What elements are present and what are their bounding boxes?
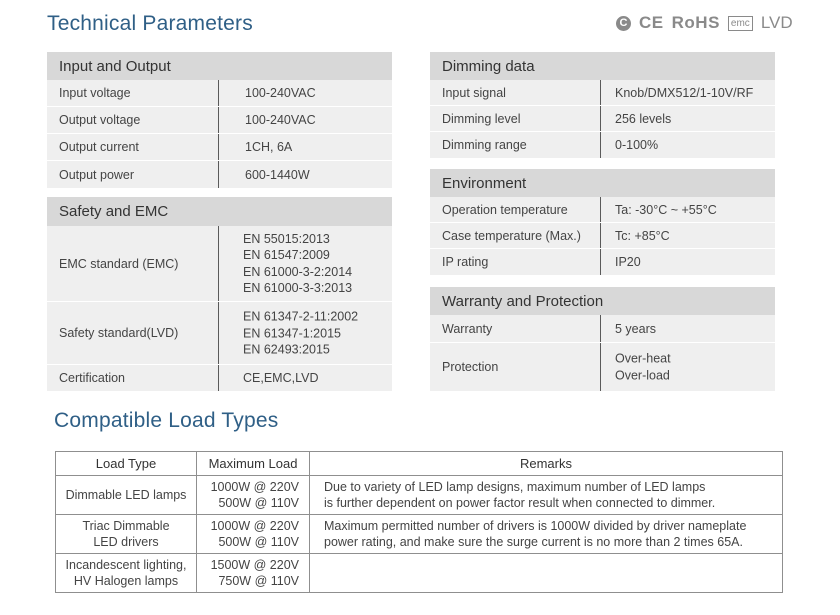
column-header-load-type: Load Type — [56, 452, 197, 476]
load-type-cell — [56, 476, 197, 515]
table-row — [430, 223, 775, 249]
max-load-value: 1000W @ 220V — [210, 479, 299, 494]
load-type-text: Triac Dimmable — [82, 518, 170, 533]
output-current-label: Output current — [59, 140, 139, 154]
operation-temperature-label: Operation temperature — [442, 202, 568, 217]
output-power-label: Output power — [59, 167, 135, 182]
load-type-text: LED drivers — [93, 535, 159, 549]
emc-value: EN 55015:2013 — [243, 231, 330, 246]
environment-table — [430, 197, 775, 275]
column-header-maximum-load: Maximum Load — [197, 452, 310, 476]
table-row — [430, 80, 775, 106]
column-header-remarks: Remarks — [310, 452, 783, 476]
input-output-header: Input and Output — [47, 52, 392, 80]
remarks-text: Due to variety of LED lamp designs, maximum number of LED lamps — [324, 479, 706, 494]
table-row — [430, 249, 775, 275]
max-load-value: 1500W @ 220V — [210, 557, 299, 572]
table-row — [430, 343, 775, 391]
environment-header: Environment — [430, 169, 775, 197]
max-load-value: 500W @ 110V — [218, 496, 299, 510]
ip-rating-label: IP rating — [442, 255, 489, 269]
max-load-value: 1000W @ 220V — [210, 518, 299, 533]
table-row — [47, 302, 392, 365]
output-power-value: 600-1440W — [245, 167, 310, 182]
lvd-mark: LVD — [760, 13, 793, 32]
table-header-row — [56, 452, 783, 476]
output-voltage-value: 100-240VAC — [245, 113, 316, 127]
warranty-value: 5 years — [615, 321, 656, 336]
safety-standard-label: Safety standard(LVD) — [59, 326, 179, 340]
remarks-cell — [310, 515, 783, 554]
input-output-table — [47, 80, 392, 188]
certification-label: Certification — [59, 371, 125, 385]
load-type-text: Dimmable LED lamps — [65, 487, 187, 502]
max-load-cell — [197, 554, 310, 593]
table-row — [56, 476, 783, 515]
input-voltage-value: 100-240VAC — [245, 86, 316, 100]
protection-value: Over-load — [615, 368, 670, 382]
input-signal-value: Knob/DMX512/1-10V/RF — [615, 85, 754, 100]
emc-value: EN 61000-3-3:2013 — [243, 281, 353, 295]
lvd-value: EN 61347-1:2015 — [243, 325, 341, 340]
load-types-title: Compatible Load Types — [54, 409, 279, 432]
table-row — [430, 132, 775, 158]
protection-values — [615, 351, 671, 384]
certification-value: CE,EMC,LVD — [243, 371, 319, 385]
input-signal-label: Input signal — [442, 85, 506, 100]
remarks-text: is further dependent on power factor result when connected to dimmer. — [324, 496, 716, 510]
input-voltage-label: Input voltage — [59, 86, 131, 100]
table-row — [47, 226, 392, 302]
output-voltage-label: Output voltage — [59, 113, 141, 127]
case-temperature-value: Tc: +85°C — [615, 228, 670, 243]
certification-marks — [616, 13, 793, 33]
protection-label: Protection — [442, 360, 499, 374]
remarks-text: Maximum permitted number of drivers is 1000W divided by driver nameplate — [324, 518, 747, 533]
lvd-value: EN 61347-2-11:2002 — [243, 309, 359, 324]
table-row — [430, 197, 775, 223]
warranty-label: Warranty — [442, 321, 493, 336]
warranty-header: Warranty and Protection — [430, 287, 775, 315]
dimming-range-value: 0-100% — [615, 138, 659, 152]
load-type-text: HV Halogen lamps — [73, 574, 179, 588]
dimming-level-label: Dimming level — [442, 111, 521, 126]
dimming-level-value: 256 levels — [615, 111, 672, 126]
ip-rating-value: IP20 — [615, 255, 641, 269]
safety-emc-table — [47, 226, 392, 391]
operation-temperature-value: Ta: -30°C ~ +55°C — [615, 202, 717, 217]
max-load-value: 500W @ 110V — [218, 535, 299, 549]
table-row — [56, 554, 783, 593]
lvd-value: EN 62493:2015 — [243, 342, 330, 357]
table-row — [56, 515, 783, 554]
max-load-value: 750W @ 110V — [218, 574, 299, 588]
case-temperature-label: Case temperature (Max.) — [442, 228, 581, 243]
dimming-header: Dimming data — [430, 52, 775, 80]
safety-emc-header: Safety and EMC — [47, 197, 392, 226]
c-mark-icon: C — [616, 16, 631, 31]
dimming-range-label: Dimming range — [442, 138, 527, 152]
load-type-text: Incandescent lighting, — [65, 557, 187, 572]
protection-value: Over-heat — [615, 351, 671, 366]
page-title: Technical Parameters — [47, 12, 253, 35]
emc-mark: emc — [728, 16, 753, 31]
safety-standard-values — [243, 308, 358, 358]
warranty-table — [430, 315, 775, 391]
table-row — [47, 161, 392, 188]
load-type-cell — [56, 515, 197, 554]
max-load-cell — [197, 515, 310, 554]
rohs-mark: RoHS — [671, 13, 720, 32]
load-types-table — [55, 451, 783, 593]
table-row — [47, 80, 392, 107]
table-row — [47, 134, 392, 161]
load-type-cell — [56, 554, 197, 593]
remarks-cell — [310, 476, 783, 515]
remarks-cell — [310, 554, 783, 593]
dimming-table — [430, 80, 775, 158]
table-row — [47, 365, 392, 391]
max-load-cell — [197, 476, 310, 515]
emc-value: EN 61000-3-2:2014 — [243, 264, 353, 279]
output-current-value: 1CH, 6A — [245, 140, 293, 154]
emc-standard-label: EMC standard (EMC) — [59, 256, 179, 271]
table-row — [430, 106, 775, 132]
table-row — [47, 107, 392, 134]
table-row — [430, 315, 775, 343]
emc-standard-values — [243, 231, 352, 297]
ce-mark: CE — [639, 13, 664, 32]
remarks-text: power rating, and make sure the surge current is no more than 2 times 65A. — [324, 535, 743, 549]
emc-value: EN 61547:2009 — [243, 248, 330, 262]
